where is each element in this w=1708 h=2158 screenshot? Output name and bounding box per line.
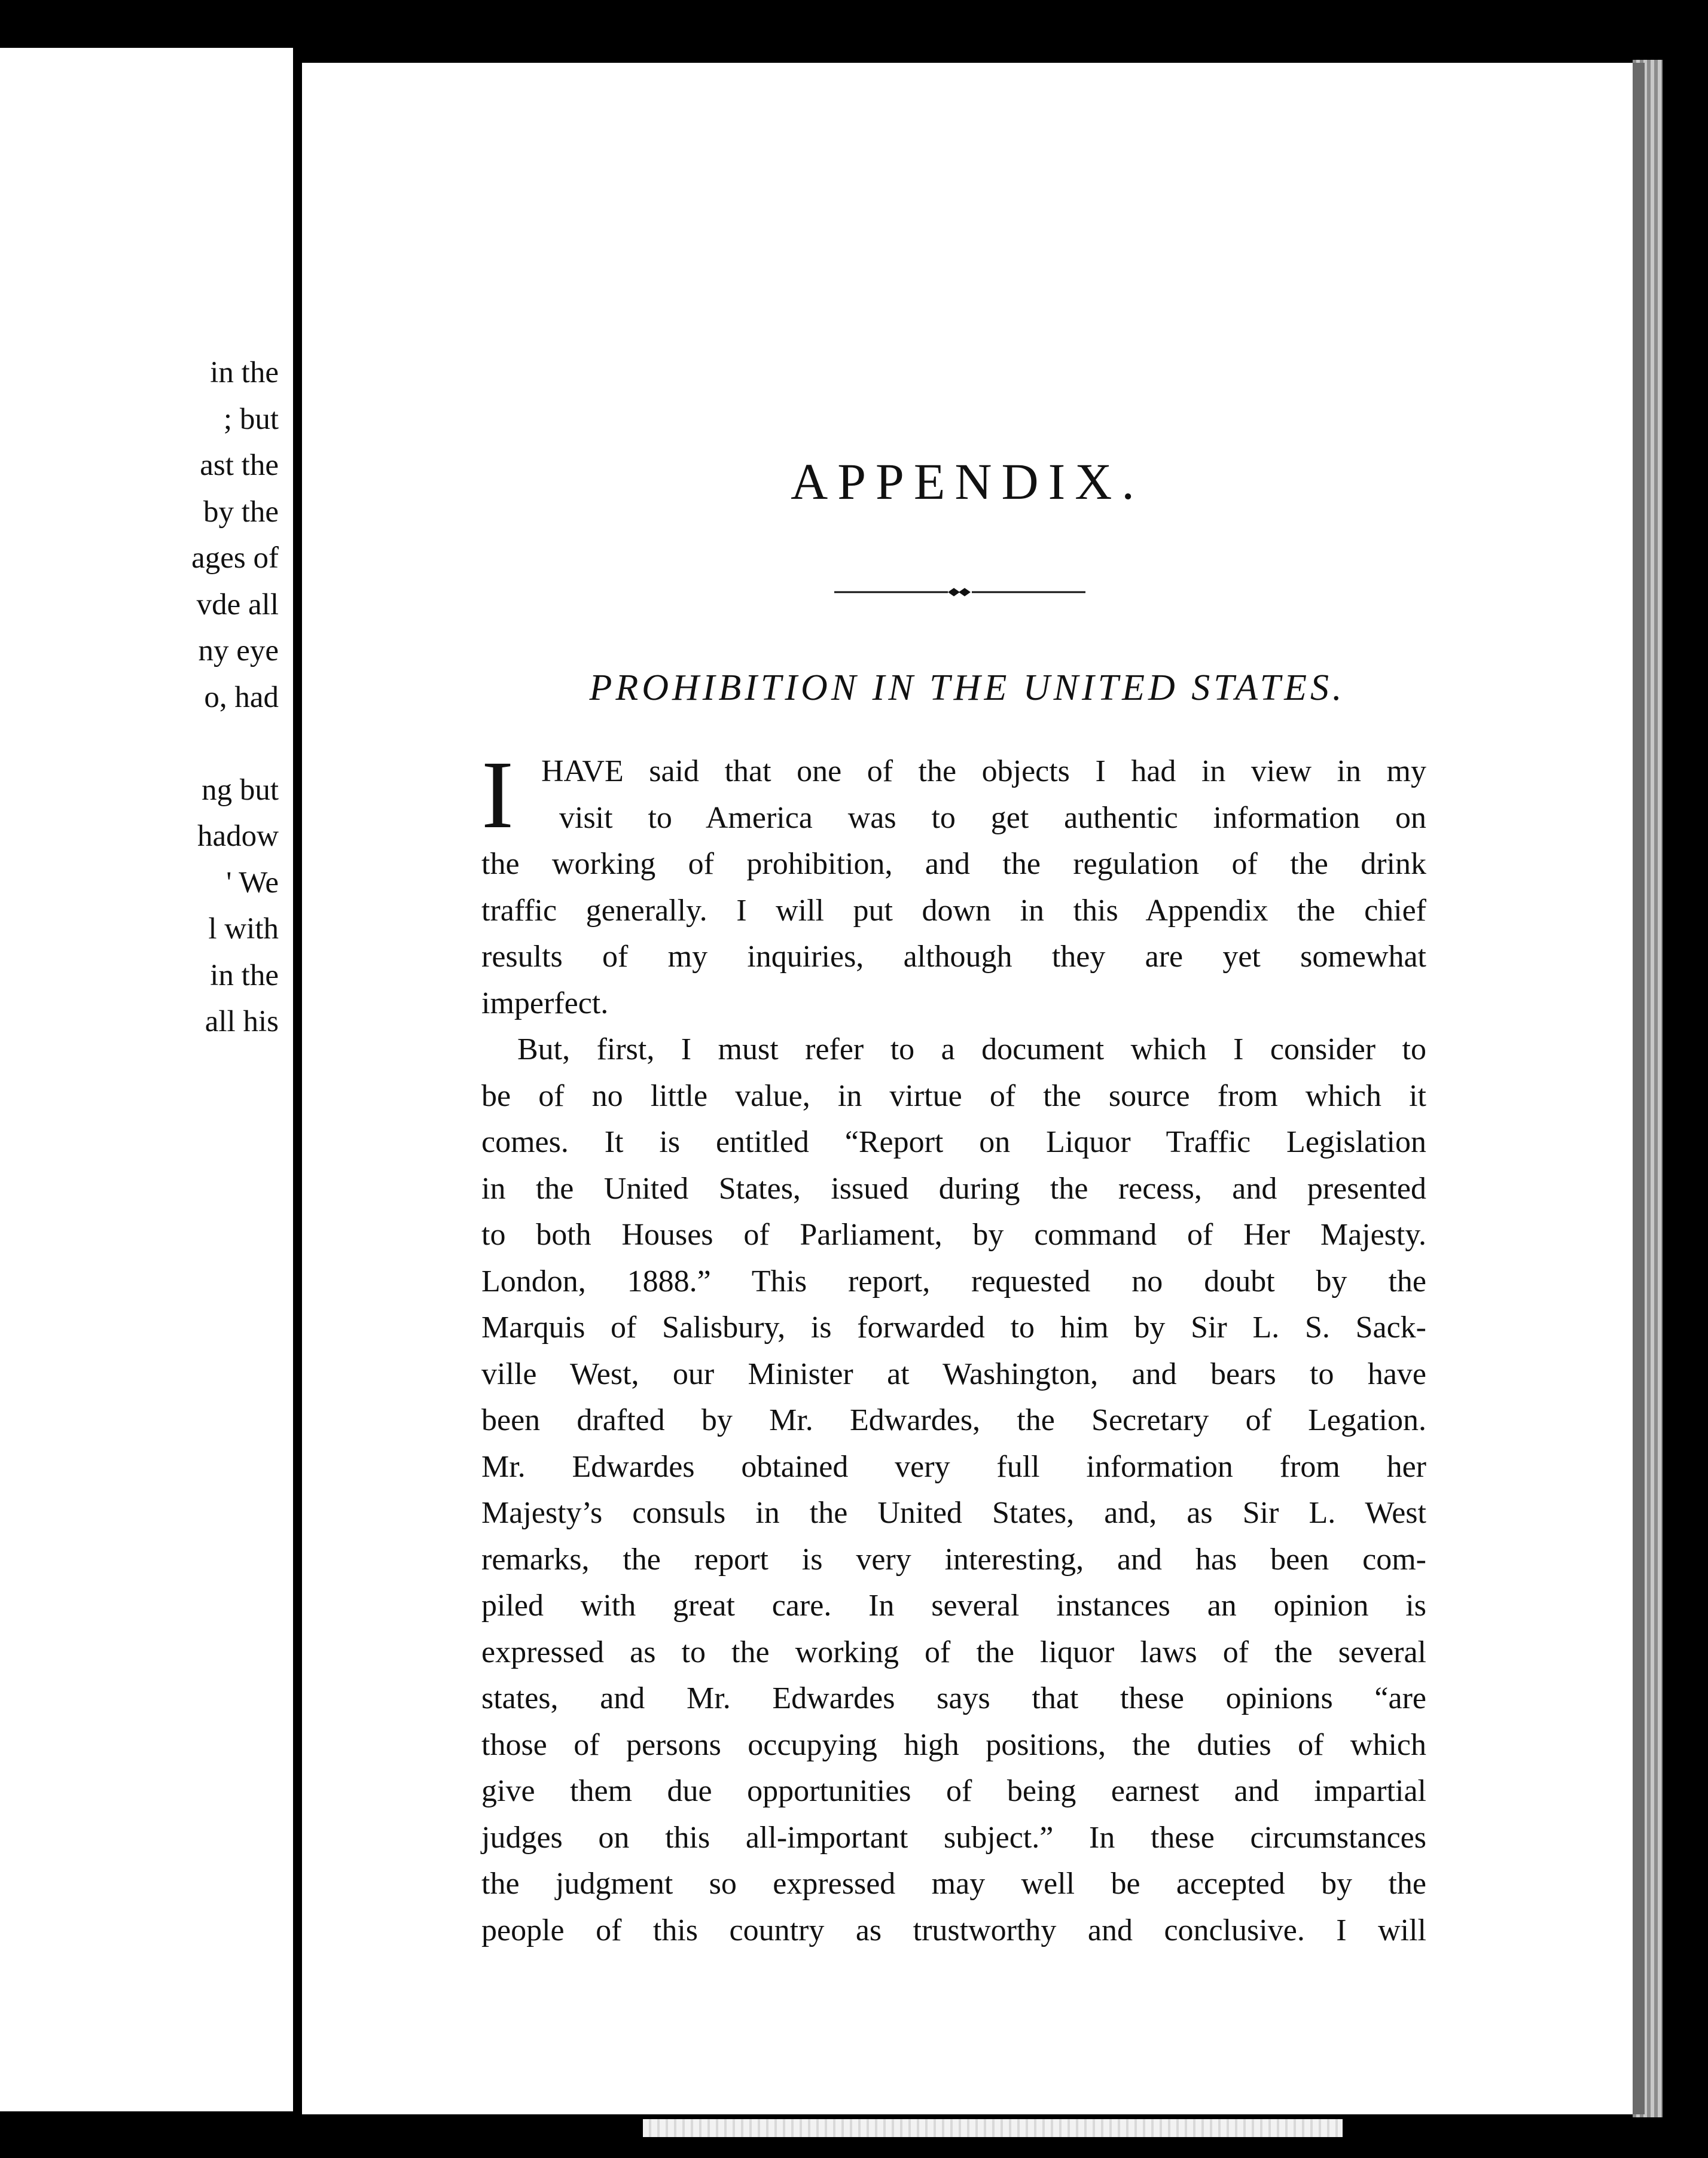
text-line: results of my inquiries, although they are yet somewhat [481,940,1426,974]
body-text [481,742,1426,1953]
text-line: Majesty’s consuls in the United States, and, as Sir L. West [481,1496,1426,1530]
facing-page-line [0,721,293,767]
text-line: comes. It is entitled “Report on Liquor Traffic Legislation [481,1125,1426,1159]
text-line: those of persons occupying high positions, the duties of which [481,1727,1426,1762]
text-line: But, first, I must refer to a document which I consider to [517,1032,1426,1066]
page-bottom-strip [643,2119,1343,2137]
text-line: people of this country as trustworthy and conclusive. I will [481,1913,1426,1947]
facing-page-line: l with [208,912,279,946]
facing-page-line: in the [210,356,279,389]
section-heading: PROHIBITION IN THE UNITED STATES. [589,667,1346,708]
facing-page-line: ' We [226,865,279,900]
text-line: been drafted by Mr. Edwardes, the Secretary of Legation. [481,1403,1426,1437]
text-line: states, and Mr. Edwardes says that these opinions “are [481,1681,1426,1715]
text-line: piled with great care. In several instances an opinion is [481,1589,1426,1623]
paragraph-2 [481,1026,1426,1953]
text-line: judges on this all-important subject.” In these circumstances [481,1820,1426,1855]
facing-page-line: in the [210,958,279,992]
text-line: be of no little value, in virtue of the source from which it [481,1078,1426,1113]
text-line: the judgment so expressed may well be accepted by the [481,1867,1426,1901]
text-line: imperfect. [481,986,609,1020]
text-line: the working of prohibition, and the regulation of the drink [481,847,1426,881]
facing-page-line: by the [203,495,279,529]
text-line: visit to America was to get authentic information on [559,800,1426,835]
appendix-page [302,63,1645,2114]
text-line: give them due opportunities of being earnest and impartial [481,1774,1426,1808]
facing-page-line: vde all [196,587,279,621]
text-line: HAVE said that one of the objects I had in view in my [541,754,1426,788]
text-line: Marquis of Salisbury, is forwarded to him by Sir L. S. Sack- [481,1310,1426,1345]
text-line: ville West, our Minister at Washington, and bears to have [481,1357,1426,1391]
facing-page-line: ; but [223,402,279,436]
facing-page-line: ng but [202,773,279,807]
text-line: Mr. Edwardes obtained very full information from her [481,1449,1426,1484]
text-line: London, 1888.” This report, requested no doubt by the [481,1264,1426,1299]
facing-page-line: ast the [200,449,279,482]
text-line: in the United States, issued during the recess, and presented [481,1171,1426,1206]
text-line: to both Houses of Parliament, by command of Her Majesty. [481,1218,1426,1252]
facing-page-line: ny eye [198,634,279,667]
facing-page-text [0,350,293,1046]
paragraph-1 [481,742,1426,1026]
title-divider-ornament [834,583,1085,601]
drop-cap: I [481,742,514,849]
text-line: remarks, the report is very interesting, and has been com- [481,1542,1426,1577]
facing-page-left [0,48,293,2111]
text-line: expressed as to the working of the liquor laws of the several [481,1635,1426,1669]
facing-page-line: o, had [204,680,279,714]
facing-page-line: all his [205,1005,279,1038]
facing-page-line: hadow [197,819,279,853]
page-title: APPENDIX. [791,453,1144,510]
facing-page-line: ages of [191,541,279,575]
text-line: traffic generally. I will put down in this Appendix the chief [481,893,1426,928]
